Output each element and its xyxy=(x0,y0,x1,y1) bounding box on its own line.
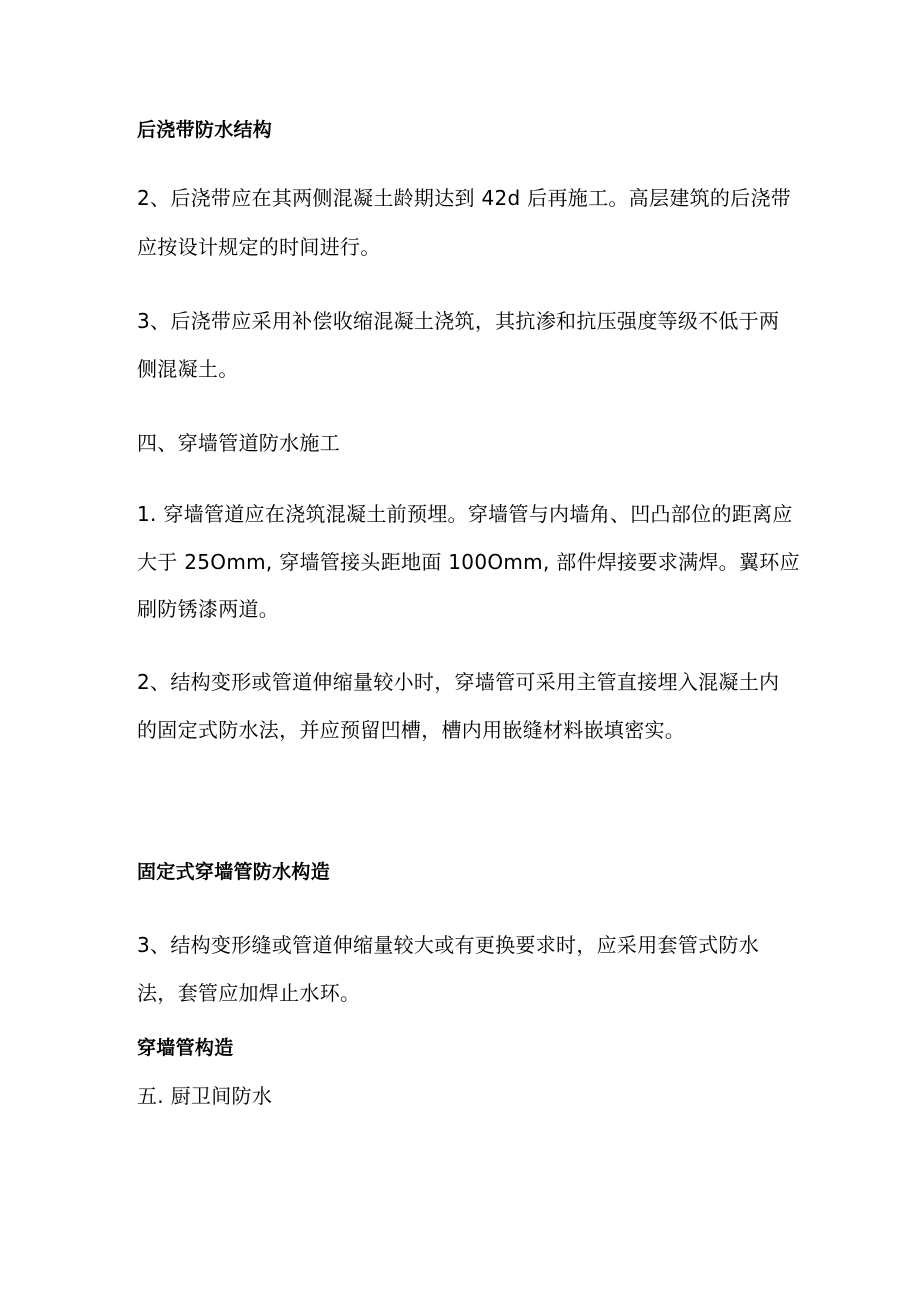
item-2-line-1: 2、结构变形或管道伸缩量较小时，穿墙管可采用主管直接埋入混凝土内 xyxy=(137,670,780,694)
section-4-title: 四、穿墙管道防水施工 xyxy=(137,431,340,455)
paragraph-2-line-1: 2、后浇带应在其两侧混凝土龄期达到 42d 后再施工。高层建筑的后浇带 xyxy=(137,186,792,210)
item-3-line-2: 法，套管应加焊止水环。 xyxy=(137,981,361,1005)
item-2-line-2: 的固定式防水法，并应预留凹槽，槽内用嵌缝材料嵌填密实。 xyxy=(137,718,686,742)
heading-fixed-pipe: 固定式穿墙管防水构造 xyxy=(137,861,331,883)
section-5-title: 五. 厨卫间防水 xyxy=(137,1084,273,1108)
heading-post-pour-strip: 后浇带防水结构 xyxy=(137,119,273,141)
item-1-line-3: 刷防锈漆两道。 xyxy=(137,597,280,621)
heading-pipe-structure: 穿墙管构造 xyxy=(137,1037,234,1059)
item-3-line-1: 3、结构变形缝或管道伸缩量较大或有更换要求时，应采用套管式防水 xyxy=(137,933,760,957)
paragraph-2-line-2: 应按设计规定的时间进行。 xyxy=(137,235,381,259)
item-1-line-1: 1. 穿墙管道应在浇筑混凝土前预埋。穿墙管与内墙角、凹凸部位的距离应 xyxy=(137,502,793,526)
item-1-line-2: 大于 25Omm, 穿墙管接头距地面 100Omm, 部件焊接要求满焊。翼环应 xyxy=(137,550,800,574)
paragraph-3-line-1: 3、后浇带应采用补偿收缩混凝土浇筑，其抗渗和抗压强度等级不低于两 xyxy=(137,309,780,333)
paragraph-3-line-2: 侧混凝土。 xyxy=(137,357,239,381)
